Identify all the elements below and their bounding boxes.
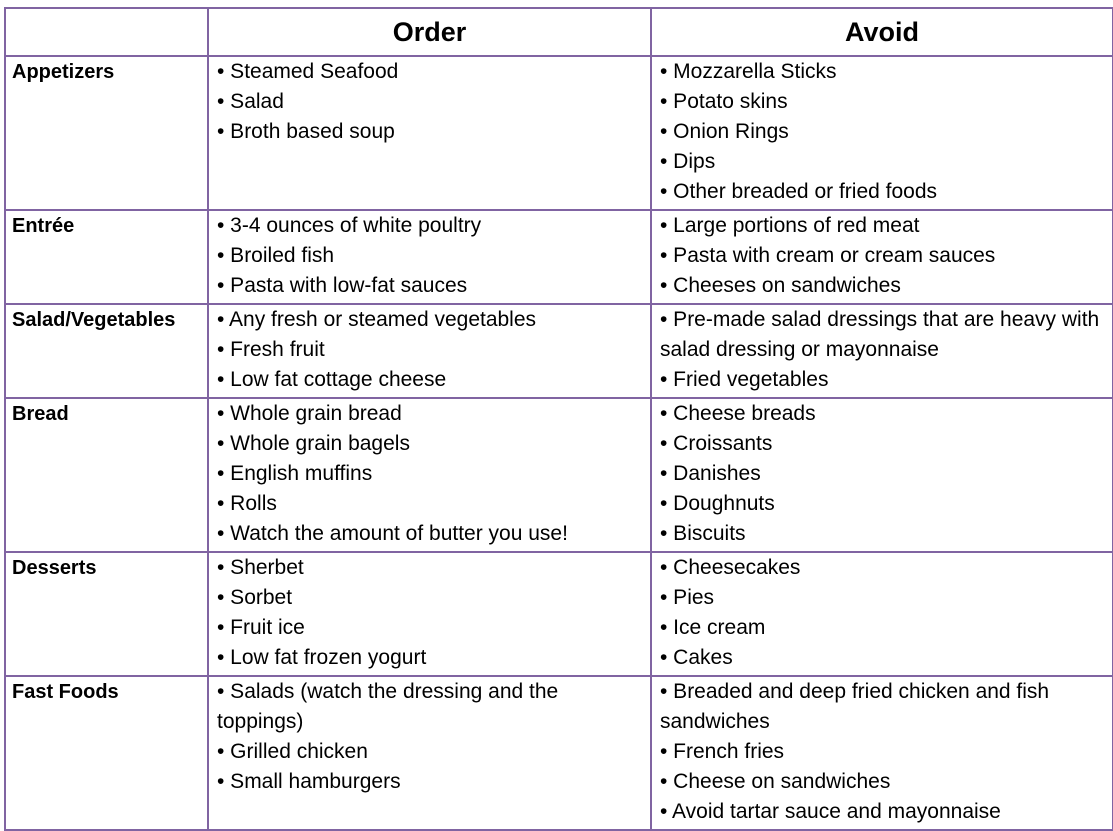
avoid-list-item: • Avoid tartar sauce and mayonnaise <box>660 800 1001 823</box>
order-list-item: • 3-4 ounces of white poultry <box>217 214 482 237</box>
category-label: Fast Foods <box>5 676 208 830</box>
avoid-list-item: • Fried vegetables <box>660 368 829 391</box>
table-row <box>5 304 1113 398</box>
avoid-list-item: • Cheese on sandwiches <box>660 770 891 793</box>
avoid-list-item: • Ice cream <box>660 616 766 639</box>
avoid-list-item: • Croissants <box>660 432 773 455</box>
table-row <box>5 676 1113 830</box>
order-cell <box>208 552 651 676</box>
table-row <box>5 210 1113 304</box>
avoid-list-item: • Pies <box>660 586 715 609</box>
order-list-item: • Broiled fish <box>217 244 335 267</box>
order-list-item: • Sorbet <box>217 586 293 609</box>
header-blank <box>5 8 208 56</box>
avoid-list-item: • Potato skins <box>660 90 788 113</box>
avoid-list-item: • Cheesecakes <box>660 556 801 579</box>
table-row <box>5 552 1113 676</box>
avoid-list-item: • Cheese breads <box>660 402 816 425</box>
order-list-item: • Low fat cottage cheese <box>217 368 447 391</box>
avoid-list-item: • Large portions of red meat <box>660 214 920 237</box>
avoid-list-item: • Danishes <box>660 462 761 485</box>
avoid-list-item: • Cakes <box>660 646 733 669</box>
order-list-item: • Watch the amount of butter you use! <box>217 522 568 545</box>
order-list-item: • Steamed Seafood <box>217 60 399 83</box>
order-list-item: • Rolls <box>217 492 277 515</box>
order-cell <box>208 304 651 398</box>
food-choices-table <box>4 7 1113 831</box>
category-label: Appetizers <box>5 56 208 210</box>
avoid-list-item: • Cheeses on sandwiches <box>660 274 901 297</box>
avoid-list-item: • Dips <box>660 150 716 173</box>
header-avoid: Avoid <box>651 8 1113 56</box>
avoid-cell <box>651 552 1113 676</box>
avoid-list-item: • French fries <box>660 740 785 763</box>
order-list-item: • Broth based soup <box>217 120 395 143</box>
order-list-item: • Sherbet <box>217 556 304 579</box>
order-list-item: • Small hamburgers <box>217 770 401 793</box>
avoid-list-item: • Onion Rings <box>660 120 789 143</box>
table-row <box>5 56 1113 210</box>
avoid-cell <box>651 210 1113 304</box>
header-row <box>5 8 1113 56</box>
order-cell <box>208 398 651 552</box>
order-list-item: • Pasta with low-fat sauces <box>217 274 468 297</box>
avoid-cell <box>651 56 1113 210</box>
order-cell <box>208 210 651 304</box>
order-list-item: • Salad <box>217 90 284 113</box>
order-cell <box>208 676 651 830</box>
avoid-cell <box>651 398 1113 552</box>
order-list-item: • Whole grain bread <box>217 402 402 425</box>
avoid-list-item: • Doughnuts <box>660 492 775 515</box>
category-label: Salad/Vegetables <box>5 304 208 398</box>
order-list-item: • Fresh fruit <box>217 338 325 361</box>
category-label: Desserts <box>5 552 208 676</box>
table-row <box>5 398 1113 552</box>
avoid-list-item: • Biscuits <box>660 522 746 545</box>
avoid-list-item: • Breaded and deep fried chicken and fish sandwiches <box>660 680 1050 733</box>
order-list-item: • Low fat frozen yogurt <box>217 646 427 669</box>
category-label: Bread <box>5 398 208 552</box>
avoid-cell <box>651 304 1113 398</box>
order-list-item: • Any fresh or steamed vegetables <box>217 308 537 331</box>
avoid-list-item: • Pre-made salad dressings that are heavy with salad dressing or mayonnaise <box>660 308 1100 361</box>
category-label: Entrée <box>5 210 208 304</box>
order-list-item: • Whole grain bagels <box>217 432 410 455</box>
order-list-item: • Fruit ice <box>217 616 305 639</box>
header-order: Order <box>208 8 651 56</box>
avoid-list-item: • Other breaded or fried foods <box>660 180 938 203</box>
order-list-item: • Salads (watch the dressing and the toppings) <box>217 680 559 733</box>
avoid-cell <box>651 676 1113 830</box>
avoid-list-item: • Pasta with cream or cream sauces <box>660 244 996 267</box>
order-list-item: • English muffins <box>217 462 373 485</box>
order-list-item: • Grilled chicken <box>217 740 368 763</box>
order-cell <box>208 56 651 210</box>
avoid-list-item: • Mozzarella Sticks <box>660 60 837 83</box>
